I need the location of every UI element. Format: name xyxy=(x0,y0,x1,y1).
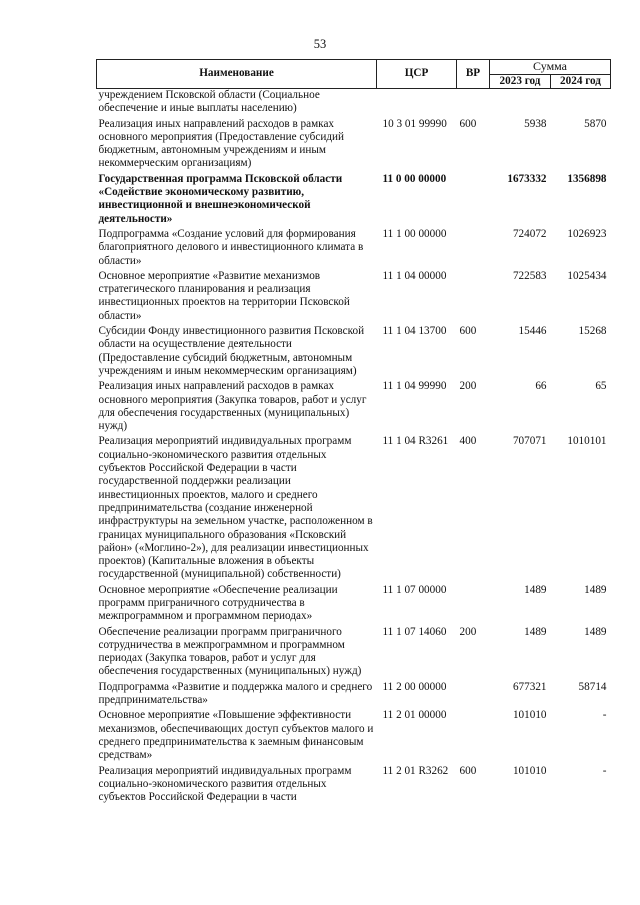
row-sum-2024: - xyxy=(602,764,607,777)
row-csr: 11 2 00 00000 xyxy=(382,680,447,693)
row-name: Основное мероприятие «Обеспечение реализации программ приграничного сотрудничества в межпрограммном и программном периодах» xyxy=(98,583,338,623)
row-vr: 200 xyxy=(459,380,477,393)
row-vr: 200 xyxy=(459,625,477,638)
row-sum-2023: 5938 xyxy=(524,117,547,130)
table-body xyxy=(97,89,611,807)
row-vr xyxy=(457,173,490,228)
row-sum-2024: 1026923 xyxy=(567,227,607,240)
table-row xyxy=(97,118,611,173)
row-sum-2024: 1489 xyxy=(584,583,607,596)
header-sum: Сумма xyxy=(490,60,611,75)
row-vr xyxy=(457,584,490,626)
row-sum-2023: 66 xyxy=(535,380,547,393)
row-sum-2024: 15268 xyxy=(578,325,607,338)
row-sum-2024: - xyxy=(602,709,607,722)
row-csr: 11 1 04 13700 xyxy=(382,325,447,338)
row-sum-2024: 1356898 xyxy=(567,172,607,185)
row-sum-2024: 1010101 xyxy=(567,435,607,448)
row-sum-2023: 15446 xyxy=(518,325,547,338)
row-name: Основное мероприятие «Развитие механизмов стратегического планирования и реализация инвестиционных проектов на территории Псковской области» xyxy=(98,269,350,322)
row-name: Реализация иных направлений расходов в рамках основного мероприятия (Предоставление субсидий бюджетным, автономным учреждениям и иным некоммерческим организациям) xyxy=(98,117,344,170)
header-csr: ЦСР xyxy=(377,60,457,89)
table-row xyxy=(97,173,611,228)
row-sum-2023: 677321 xyxy=(512,680,547,693)
row-sum-2023: 1489 xyxy=(524,625,547,638)
table-row xyxy=(97,584,611,626)
row-csr: 11 1 07 00000 xyxy=(382,583,447,596)
table-row xyxy=(97,681,611,710)
header-name: Наименование xyxy=(97,60,377,89)
row-name: Основное мероприятие «Повышение эффективности механизмов, обеспечивающих доступ субъектов малого и среднего предпринимательства к заемным финансовым средствам» xyxy=(98,709,374,762)
header-vr: ВР xyxy=(457,60,490,89)
row-csr: 11 2 01 R3262 xyxy=(382,764,449,777)
row-sum-2023: 101010 xyxy=(512,764,547,777)
table-row xyxy=(97,270,611,325)
row-name: Реализация мероприятий индивидуальных программ социально-экономического развития отдельных субъектов Российской Федерации в части xyxy=(98,764,352,804)
header-year-2024: 2024 год xyxy=(551,74,611,89)
row-vr: 400 xyxy=(459,435,477,448)
table-row xyxy=(97,89,611,118)
table-row xyxy=(97,380,611,435)
row-sum-2023: 101010 xyxy=(512,709,547,722)
row-sum-2023: 724072 xyxy=(512,227,547,240)
row-name: Реализация мероприятий индивидуальных программ социально-экономического развития отдельных субъектов Российской Федерации в части государственной поддержки реализации инвестиционных проектов, малого и среднего предпринимательства (создание инженерной инфраструктуры на земельном участке, расположенном в границах муниципального образования «Псковский район» («Моглино-2»), для реализации инвестиционных проектов) (Капитальные вложения в объекты государственной (муниципальной) собственности) xyxy=(98,435,373,581)
row-csr: 11 1 07 14060 xyxy=(382,625,447,638)
row-sum-2023: 707071 xyxy=(512,435,547,448)
page-number: 53 xyxy=(313,37,327,51)
row-vr: 600 xyxy=(459,117,477,130)
row-vr xyxy=(457,89,490,118)
table-row xyxy=(97,228,611,270)
row-csr: 11 1 04 99990 xyxy=(382,380,447,393)
row-name: Реализация иных направлений расходов в рамках основного мероприятия (Закупка товаров, работ и услуг для обеспечения государственных (муниципальных) нужд) xyxy=(98,380,367,433)
row-vr xyxy=(457,681,490,710)
row-csr: 11 1 04 00000 xyxy=(382,269,447,282)
row-sum-2023 xyxy=(490,89,551,118)
row-csr: 11 2 01 00000 xyxy=(382,709,447,722)
table-row xyxy=(97,325,611,380)
row-name: Обеспечение реализации программ приграничного сотрудничества в межпрограммном и программном периодах (Закупка товаров, работ и услуг для обеспечения государственных (муниципальных) нужд) xyxy=(98,625,362,678)
row-csr: 11 1 04 R3261 xyxy=(382,435,449,448)
row-name: Субсидии Фонду инвестиционного развития Псковской области на осуществление деятельности (Предоставление субсидий бюджетным, автономным учреждениям и иным некоммерческим организациям) xyxy=(98,325,365,377)
table-row xyxy=(97,626,611,681)
row-name: Подпрограмма «Развитие и поддержка малого и среднего предпринимательства» xyxy=(98,680,373,707)
row-sum-2024: 65 xyxy=(595,380,607,393)
row-csr: 10 3 01 99990 xyxy=(382,117,447,130)
row-sum-2024 xyxy=(551,89,611,118)
row-name: учреждением Псковской области (Социальное обеспечение и иные выплаты населению) xyxy=(98,89,320,115)
row-sum-2024: 5870 xyxy=(584,117,607,130)
header-year-2023: 2023 год xyxy=(490,74,551,89)
row-vr xyxy=(457,228,490,270)
row-csr: 11 0 00 00000 xyxy=(382,172,447,185)
row-sum-2023: 722583 xyxy=(512,269,547,282)
row-name: Подпрограмма «Создание условий для формирования благоприятного делового и инвестиционного климата в области» xyxy=(98,227,364,267)
table-row xyxy=(97,435,611,583)
row-sum-2024: 1025434 xyxy=(567,269,607,282)
row-vr: 600 xyxy=(459,325,477,338)
row-sum-2023: 1489 xyxy=(524,583,547,596)
row-csr xyxy=(377,89,457,118)
row-vr: 600 xyxy=(459,764,477,777)
budget-table xyxy=(96,59,611,806)
table-row xyxy=(97,765,611,807)
table-row xyxy=(97,709,611,764)
table-header xyxy=(97,60,611,89)
row-vr xyxy=(457,270,490,325)
row-sum-2024: 58714 xyxy=(578,680,607,693)
row-csr: 11 1 00 00000 xyxy=(382,227,447,240)
row-vr xyxy=(457,709,490,764)
row-sum-2024: 1489 xyxy=(584,625,607,638)
row-sum-2023: 1673332 xyxy=(507,172,547,185)
row-name: Государственная программа Псковской области «Содействие экономическому развитию, инвестиционной и внешнеэкономической деятельности» xyxy=(98,172,343,225)
